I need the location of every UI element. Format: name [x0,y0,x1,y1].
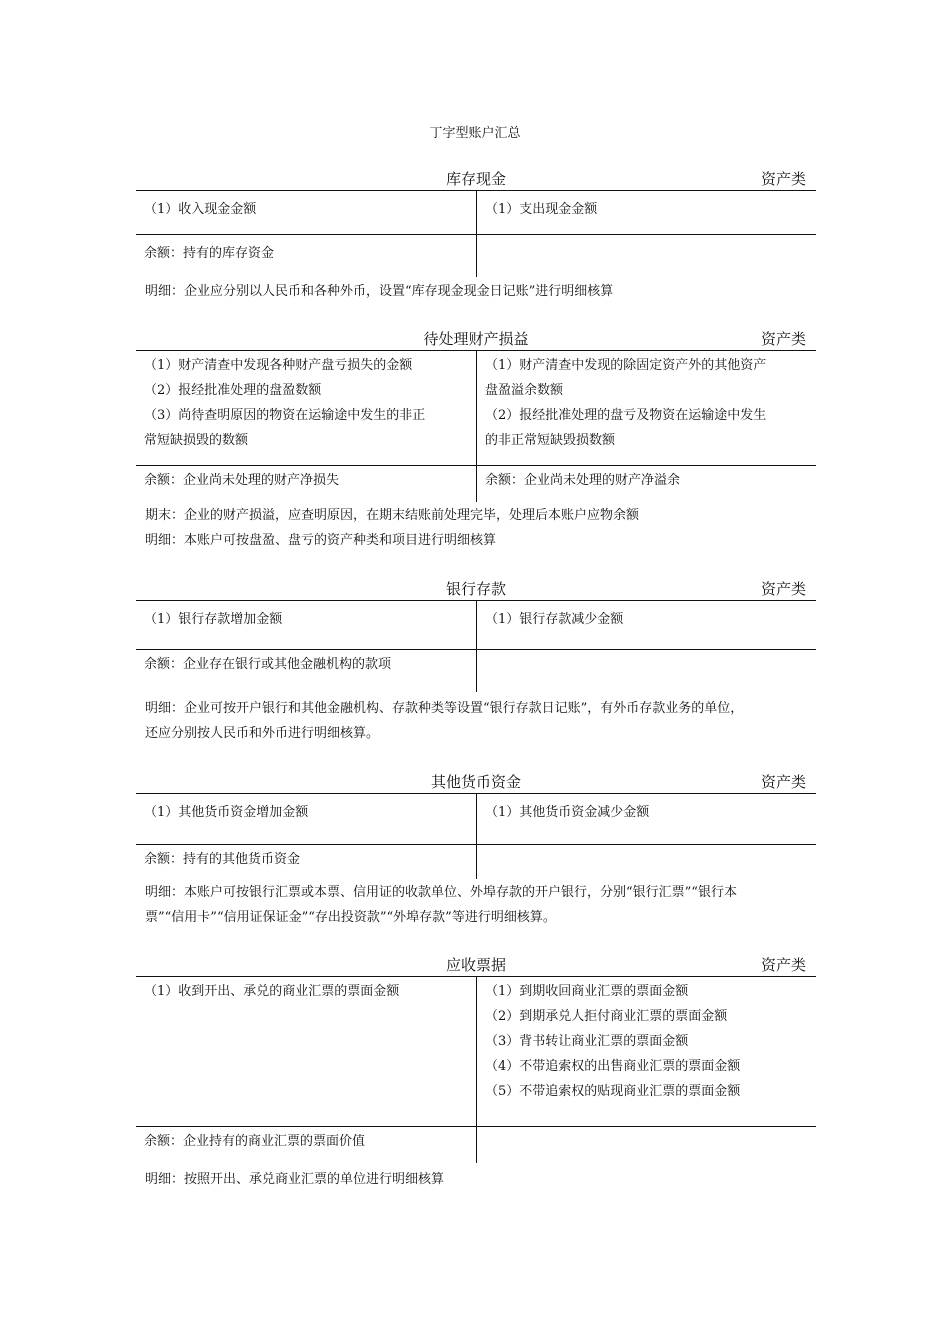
balance-text: 余额：企业持有的商业汇票的票面价值 [144,1134,366,1149]
account-header [136,954,816,976]
account-category: 资产类 [760,170,806,188]
entries-row [136,600,816,649]
balance-left [136,466,476,502]
entries-row [136,793,816,844]
debit-side [136,191,476,234]
debit-side [136,977,476,1126]
t-account-pending-losses [136,328,816,502]
balance-right [476,466,816,502]
account-category: 资产类 [760,773,806,791]
t-account-bank-deposit [136,578,816,692]
balance-row [136,465,816,502]
account-category: 资产类 [760,956,806,974]
debit-side [136,601,476,649]
debit-side [136,351,476,465]
debit-side [136,794,476,844]
note-line: 还应分别按人民币和外币进行明细核算。 [145,726,380,741]
account-header [136,771,816,793]
credit-entry: （1）到期收回商业汇票的票面金额 [485,984,689,999]
credit-entry: （3）背书转让商业汇票的票面金额 [485,1034,689,1049]
t-account-other-monetary-funds [136,771,816,879]
account-name: 应收票据 [445,956,506,974]
note-line: 明细：本账户可按盘盈、盘亏的资产种类和项目进行明细核算 [145,533,497,548]
balance-right [476,235,816,277]
balance-left [136,1127,476,1163]
debit-entry: （1）收到开出、承兑的商业汇票的票面金额 [144,984,400,999]
account-header [136,578,816,600]
balance-left [136,235,476,277]
account-note [145,279,815,304]
balance-text: 余额：企业尚未处理的财产净损失 [144,473,340,488]
balance-right [476,845,816,879]
balance-right [476,650,816,692]
debit-entry: （1）银行存款增加金额 [144,612,283,627]
balance-left [136,650,476,692]
note-line: 明细：本账户可按银行汇票或本票、信用证的收款单位、外埠存款的开户银行，分别“银行汇票”“银行本 [145,885,737,900]
account-name: 其他货币资金 [430,773,521,791]
debit-entry: （2）报经批准处理的盘盈数额 [144,383,322,398]
debit-entry: （1）其他货币资金增加金额 [144,805,309,820]
credit-side [476,977,816,1126]
account-name: 待处理财产损益 [423,330,529,348]
account-note [145,503,815,553]
entries-row [136,976,816,1126]
credit-entry: （1）支出现金金额 [485,202,598,217]
note-line: 明细：企业应分别以人民币和各种外币，设置“库存现金现金日记账”进行明细核算 [145,284,614,299]
credit-side [476,794,816,844]
balance-row [136,844,816,879]
credit-entry: （1）财产清查中发现的除固定资产外的其他资产 [485,358,767,373]
note-line: 明细：企业可按开户银行和其他金融机构、存款种类等设置“银行存款日记账”，有外币存款业务的单位， [145,701,744,716]
credit-entry: （5）不带追索权的贴现商业汇票的票面金额 [485,1084,741,1099]
debit-entry: （1）收入现金金额 [144,202,257,217]
credit-entry: （2）到期承兑人拒付商业汇票的票面金额 [485,1009,728,1024]
debit-entry: （1）财产清查中发现各种财产盘亏损失的金额 [144,358,413,373]
balance-text: 余额：持有的其他货币资金 [144,852,301,867]
account-category: 资产类 [760,330,806,348]
balance-text: 余额：企业存在银行或其他金融机构的款项 [144,657,392,672]
balance-text: 余额：持有的库存资金 [144,246,275,261]
credit-entry: （2）报经批准处理的盘亏及物资在运输途中发生 [485,408,767,423]
balance-right [476,1127,816,1163]
balance-row [136,234,816,277]
t-account-notes-receivable [136,954,816,1163]
credit-entry: （1）其他货币资金减少金额 [485,805,650,820]
account-note [145,880,815,930]
credit-side [476,601,816,649]
credit-side [476,191,816,234]
t-account-cash [136,168,816,277]
entries-row [136,350,816,465]
debit-entry: （3）尚待查明原因的物资在运输途中发生的非正 [144,408,426,423]
account-name: 银行存款 [445,580,506,598]
credit-entry: 盘盈溢余数额 [485,383,564,398]
account-name: 库存现金 [445,170,506,188]
note-line: 期末：企业的财产损溢，应查明原因，在期末结账前处理完毕，处理后本账户应物余额 [145,508,640,523]
account-note [145,1167,815,1192]
entries-row [136,190,816,234]
balance-text: 余额：企业尚未处理的财产净溢余 [485,473,681,488]
account-category: 资产类 [760,580,806,598]
balance-left [136,845,476,879]
credit-side [476,351,816,465]
debit-entry: 常短缺损毁的数额 [144,433,249,448]
credit-entry: （1）银行存款减少金额 [485,612,624,627]
credit-entry: （4）不带追索权的出售商业汇票的票面金额 [485,1059,741,1074]
document-title: 丁字型账户汇总 [429,126,521,141]
account-header [136,168,816,190]
note-line: 明细：按照开出、承兑商业汇票的单位进行明细核算 [145,1172,445,1187]
account-header [136,328,816,350]
credit-entry: 的非正常短缺毁损数额 [485,433,616,448]
balance-row [136,649,816,692]
account-note [145,696,815,746]
balance-row [136,1126,816,1163]
note-line: 票”“信用卡”“信用证保证金”“存出投资款”“外埠存款”等进行明细核算。 [145,910,556,925]
